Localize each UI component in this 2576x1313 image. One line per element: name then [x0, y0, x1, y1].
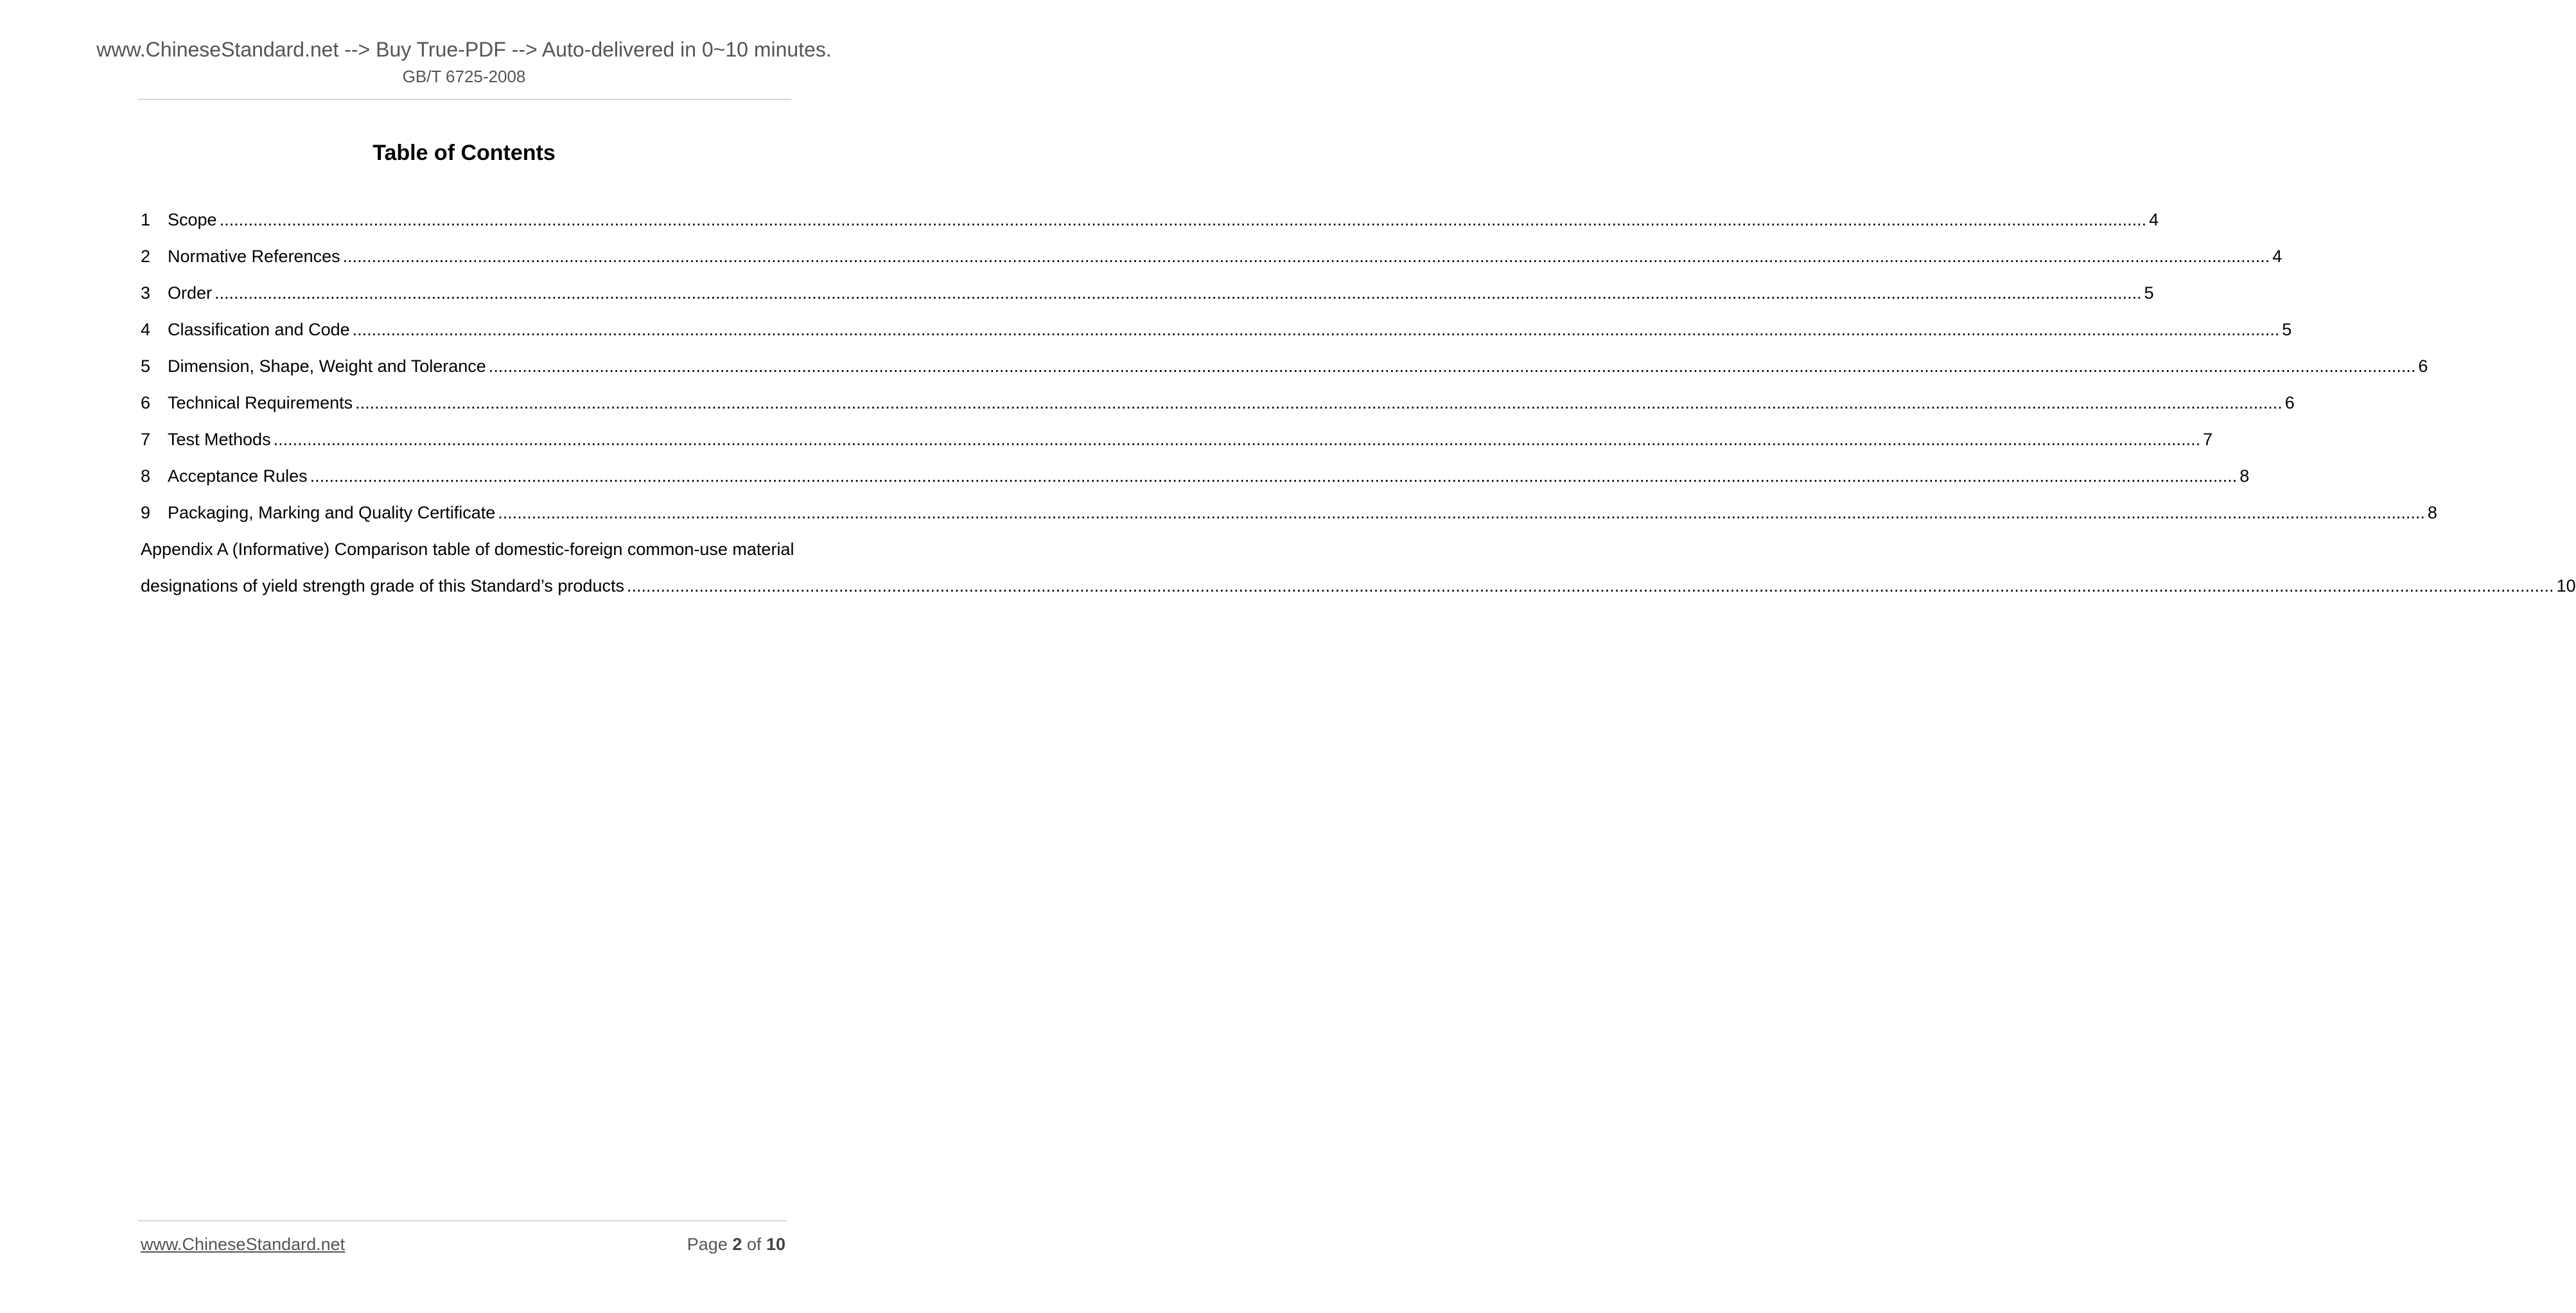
page-total: 10 — [766, 1235, 785, 1254]
toc-entry-number: 9 — [141, 503, 151, 522]
appendix-page: 10 — [2556, 576, 2576, 595]
standard-code: GB/T 6725-2008 — [402, 67, 526, 86]
toc-entry-label: Technical Requirements — [168, 393, 353, 412]
toc-entry-page: 5 — [2144, 283, 2154, 303]
toc-entry-page: 4 — [2272, 247, 2282, 266]
toc-entry-label: Packaging, Marking and Quality Certificate — [168, 503, 496, 522]
toc-entry-label: Classification and Code — [168, 320, 350, 339]
toc-entry[interactable] — [141, 500, 2437, 536]
toc-entry-page: 7 — [2203, 430, 2213, 449]
toc-appendix-entry[interactable] — [141, 536, 2576, 610]
header-divider — [138, 99, 791, 100]
toc-entry-number: 8 — [141, 466, 151, 486]
toc-leader-dots: ................................................................................................................................................................................................................................................................................................................................................................................................................ — [215, 283, 2142, 303]
footer-divider — [138, 1220, 787, 1221]
site-banner: www.ChineseStandard.net --> Buy True-PDF --> Auto-delivered in 0~10 minutes. — [96, 38, 832, 61]
toc-entry-label: Normative References — [168, 247, 340, 266]
footer-site-link[interactable]: www.ChineseStandard.net — [141, 1235, 346, 1254]
toc-entry-label: Test Methods — [168, 430, 271, 449]
toc-leader-dots: ................................................................................................................................................................................................................................................................................................................................................................................................................ — [310, 466, 2238, 486]
toc-leader-dots: ................................................................................................................................................................................................................................................................................................................................................................................................................ — [355, 393, 2282, 412]
toc-leader-dots: ................................................................................................................................................................................................................................................................................................................................................................................................................ — [273, 430, 2201, 449]
toc-entry[interactable] — [141, 280, 2154, 317]
toc-entry[interactable] — [141, 317, 2292, 353]
toc-entry-number: 6 — [141, 393, 151, 412]
toc-entry-page: 6 — [2418, 357, 2428, 376]
toc-entry-label: Scope — [168, 210, 217, 229]
toc-entry[interactable] — [141, 207, 2159, 243]
toc-leader-dots: ................................................................................................................................................................................................................................................................................................................................................................................................................ — [626, 576, 2554, 595]
toc-entry-label: Acceptance Rules — [168, 466, 308, 486]
toc-leader-dots: ................................................................................................................................................................................................................................................................................................................................................................................................................ — [342, 247, 2270, 266]
toc-list — [141, 207, 2437, 536]
toc-leader-dots: ................................................................................................................................................................................................................................................................................................................................................................................................................ — [352, 320, 2280, 339]
toc-entry-label: Dimension, Shape, Weight and Tolerance — [168, 357, 486, 376]
toc-leader-dots: ................................................................................................................................................................................................................................................................................................................................................................................................................ — [488, 357, 2416, 376]
toc-entry-number: 7 — [141, 430, 151, 449]
toc-entry[interactable] — [141, 427, 2213, 463]
toc-entry[interactable] — [141, 353, 2428, 390]
appendix-title-line1: Appendix A (Informative) Comparison table of domestic-foreign common-use material — [141, 540, 794, 559]
toc-entry-page: 4 — [2149, 210, 2159, 229]
page-prefix: Page — [687, 1235, 728, 1254]
toc-entry-number: 4 — [141, 320, 151, 339]
page-current: 2 — [732, 1235, 742, 1254]
toc-leader-dots: ................................................................................................................................................................................................................................................................................................................................................................................................................ — [219, 210, 2147, 229]
toc-entry-page: 6 — [2284, 393, 2295, 412]
toc-title: Table of Contents — [372, 141, 556, 165]
toc-entry-page: 8 — [2427, 503, 2437, 522]
toc-leader-dots: ................................................................................................................................................................................................................................................................................................................................................................................................................ — [498, 503, 2425, 522]
toc-entry-label: Order — [168, 283, 213, 303]
toc-entry-number: 5 — [141, 357, 151, 376]
toc-entry[interactable] — [141, 390, 2295, 427]
appendix-title-line2: designations of yield strength grade of this Standard’s products — [141, 576, 624, 595]
footer-page-number — [687, 1233, 785, 1256]
toc-entry-number: 1 — [141, 210, 151, 229]
toc-entry-number: 3 — [141, 283, 151, 303]
toc-entry-number: 2 — [141, 247, 151, 266]
toc-entry[interactable] — [141, 243, 2282, 280]
toc-entry-page: 5 — [2282, 320, 2292, 339]
toc-entry-page: 8 — [2239, 466, 2250, 486]
page-of: of — [746, 1235, 762, 1254]
appendix-title-line2-row — [141, 573, 2576, 610]
toc-entry[interactable] — [141, 463, 2250, 500]
